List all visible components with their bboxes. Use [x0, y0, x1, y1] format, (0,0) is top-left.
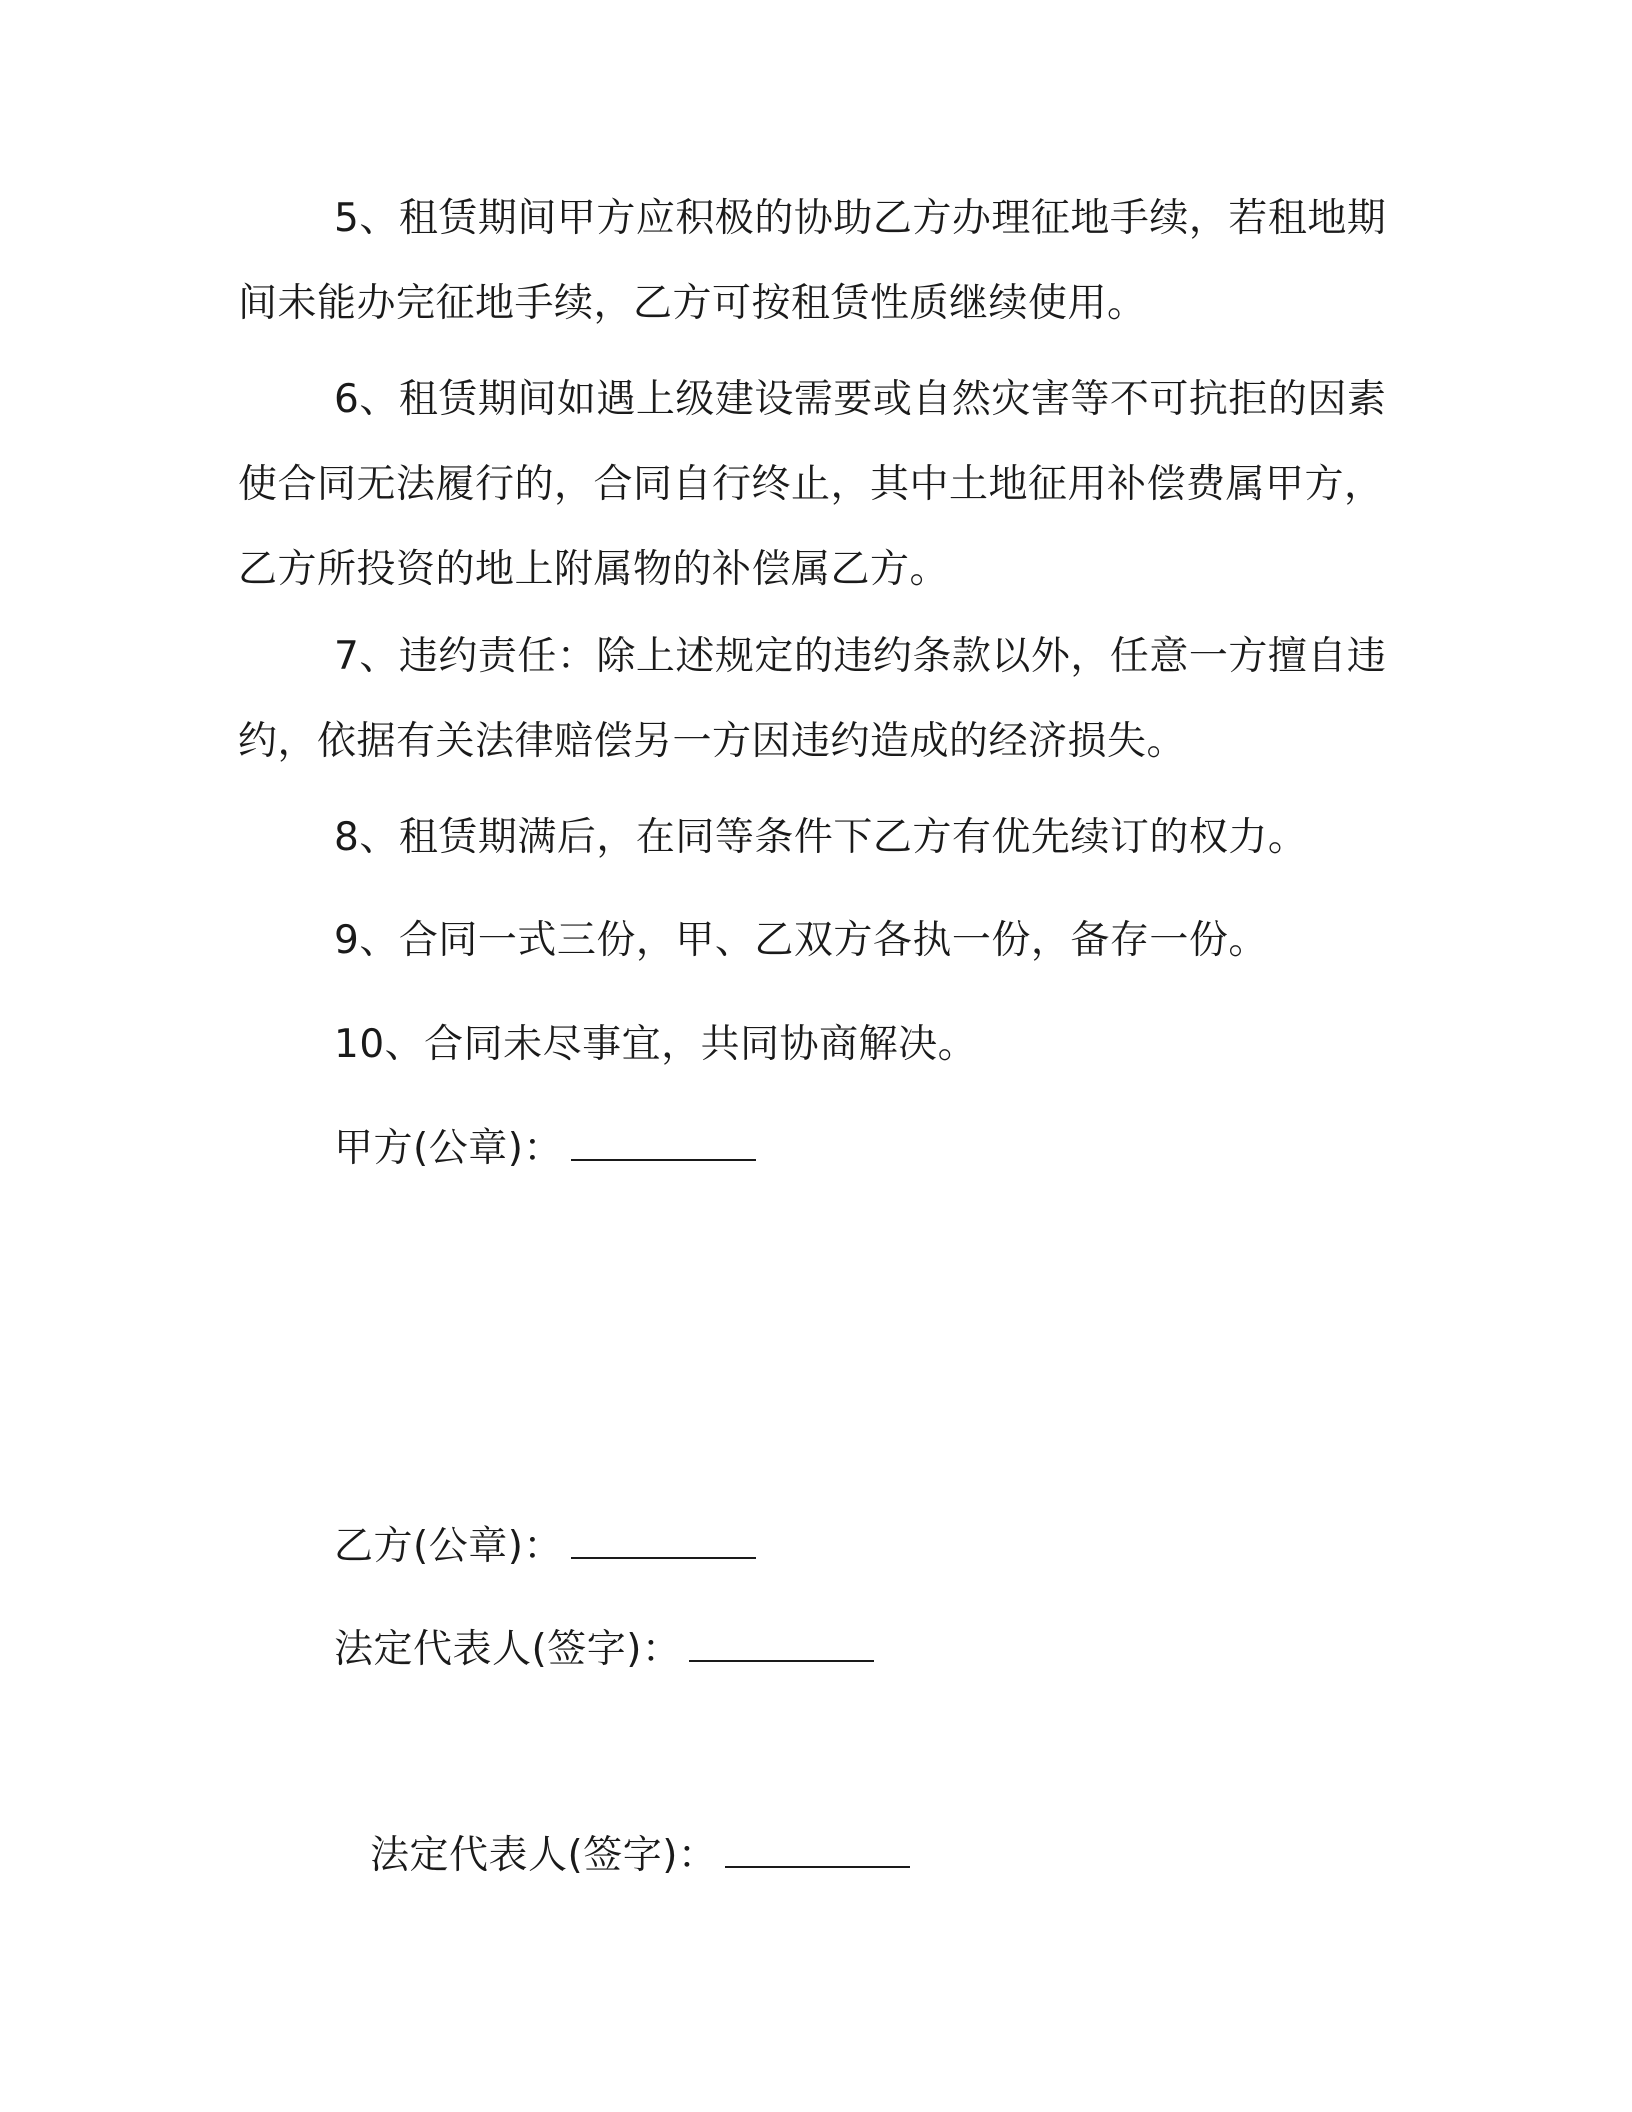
clause-6: 6、租赁期间如遇上级建设需要或自然灾害等不可抗拒的因素使合同无法履行的，合同自行终止，其中土地征用补偿费属甲方，乙方所投资的地上附属物的补偿属乙方。 — [238, 377, 1387, 592]
party-a-seal-blank — [571, 1129, 756, 1161]
legal-representative-blank-2 — [725, 1836, 910, 1868]
legal-representative-label-1: 法定代表人(签字)： — [334, 1627, 682, 1672]
clause-9: 9、合同一式三份，甲、乙双方各执一份，备存一份。 — [334, 918, 1268, 963]
clause-8: 8、租赁期满后，在同等条件下乙方有优先续订的权力。 — [334, 815, 1308, 860]
clause-5: 5、租赁期间甲方应积极的协助乙方办理征地手续，若租地期间未能办完征地手续，乙方可按租赁性质继续使用。 — [238, 196, 1387, 326]
party-a-seal-line — [334, 1106, 756, 1191]
party-b-seal-label: 乙方(公章)： — [334, 1524, 563, 1569]
clause-7: 7、违约责任：除上述规定的违约条款以外，任意一方擅自违约，依据有关法律赔偿另一方因违约造成的经济损失。 — [238, 634, 1387, 764]
party-a-seal-label: 甲方(公章)： — [334, 1126, 563, 1171]
party-b-seal-blank — [571, 1527, 756, 1559]
clause-10: 10、合同未尽事宜，共同协商解决。 — [334, 1022, 978, 1067]
party-b-seal-line — [334, 1504, 756, 1589]
legal-representative-line-1 — [334, 1607, 874, 1692]
legal-representative-line-2 — [370, 1813, 910, 1898]
legal-representative-blank-1 — [689, 1630, 874, 1662]
legal-representative-label-2: 法定代表人(签字)： — [370, 1833, 718, 1878]
